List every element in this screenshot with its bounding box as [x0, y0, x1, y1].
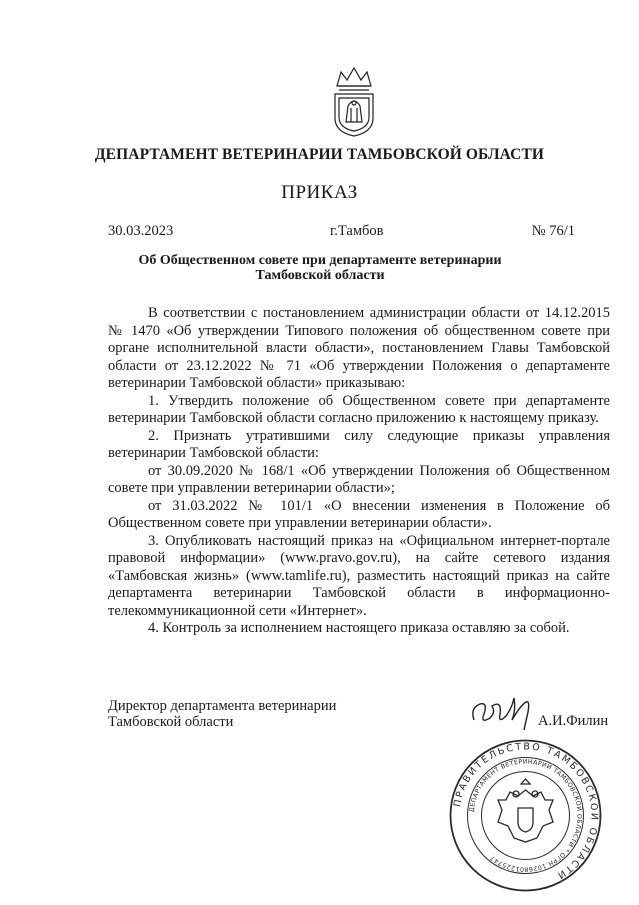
- body-paragraph: 3. Опубликовать настоящий приказ на «Официальном интернет-портале правовой информации» (www.pravo.gov.ru), на сайте сетевого издания «Тамбовская жизнь» (www.tamlife.ru), разместить настоящий приказ на сайте департамента ветеринарии Тамбовской области в информационно-телекоммуникационной сети «Интернет».: [108, 532, 610, 619]
- signatory-name: А.И.Филин: [538, 713, 609, 729]
- body-paragraph: от 31.03.2022 № 101/1 «О внесении изменения в Положение об Общественном совете при управлении ветеринарии области».: [108, 497, 610, 531]
- document-city: г.Тамбов: [330, 223, 384, 239]
- body-paragraph: от 30.09.2020 № 168/1 «Об утверждении Положения об Общественном совете при управлении ветеринарии области»;: [108, 462, 610, 496]
- signatory-title: [108, 698, 336, 730]
- svg-text:ПРАВИТЕЛЬСТВО ТАМБОВСКОЙ ОБЛАС: ПРАВИТЕЛЬСТВО ТАМБОВСКОЙ ОБЛАСТИ: [452, 741, 600, 882]
- signatory-title-line: Тамбовской области: [108, 714, 234, 730]
- document-number: № 76/1: [531, 223, 575, 239]
- svg-text:ДЕПАРТАМЕНТ ВЕТЕРИНАРИИ ТАМБОВ: ДЕПАРТАМЕНТ ВЕТЕРИНАРИИ ТАМБОВСКОЙ ОБЛАСТИ * ОГРН 1026801225747: [468, 758, 583, 873]
- official-seal-stamp: [448, 738, 603, 893]
- document-date: 30.03.2023: [108, 223, 174, 239]
- body-paragraph: 2. Признать утратившими силу следующие приказы управления ветеринарии Тамбовской области:: [108, 427, 610, 461]
- tambov-coat-of-arms-icon: [327, 64, 381, 138]
- body-paragraph: 4. Контроль за исполнением настоящего приказа оставляю за собой.: [148, 620, 570, 636]
- signatory-title-line: Директор департамента ветеринарии: [108, 698, 337, 714]
- body-paragraph: 1. Утвердить положение об Общественном совете при департаменте ветеринарии Тамбовской области согласно приложению к настоящему приказу.: [108, 392, 610, 426]
- handwritten-signature: [468, 690, 548, 734]
- department-name: ДЕПАРТАМЕНТ ВЕТЕРИНАРИИ ТАМБОВСКОЙ ОБЛАСТИ: [94, 146, 545, 163]
- document-body: [108, 305, 610, 638]
- body-paragraph: В соответствии с постановлением администрации области от 14.12.2015 № 1470 «Об утверждении Типового положения об общественном совете при органе исполнительной власти области», постановлением Главы Тамбовской области от 23.12.2022 № 71 «Об утверждении Положения о департаменте ветеринарии Тамбовской области» приказываю:: [108, 305, 610, 391]
- document-type: ПРИКАЗ: [281, 182, 358, 203]
- document-subject: Об Общественном совете при департаменте ветеринарии Тамбовской области: [138, 253, 502, 283]
